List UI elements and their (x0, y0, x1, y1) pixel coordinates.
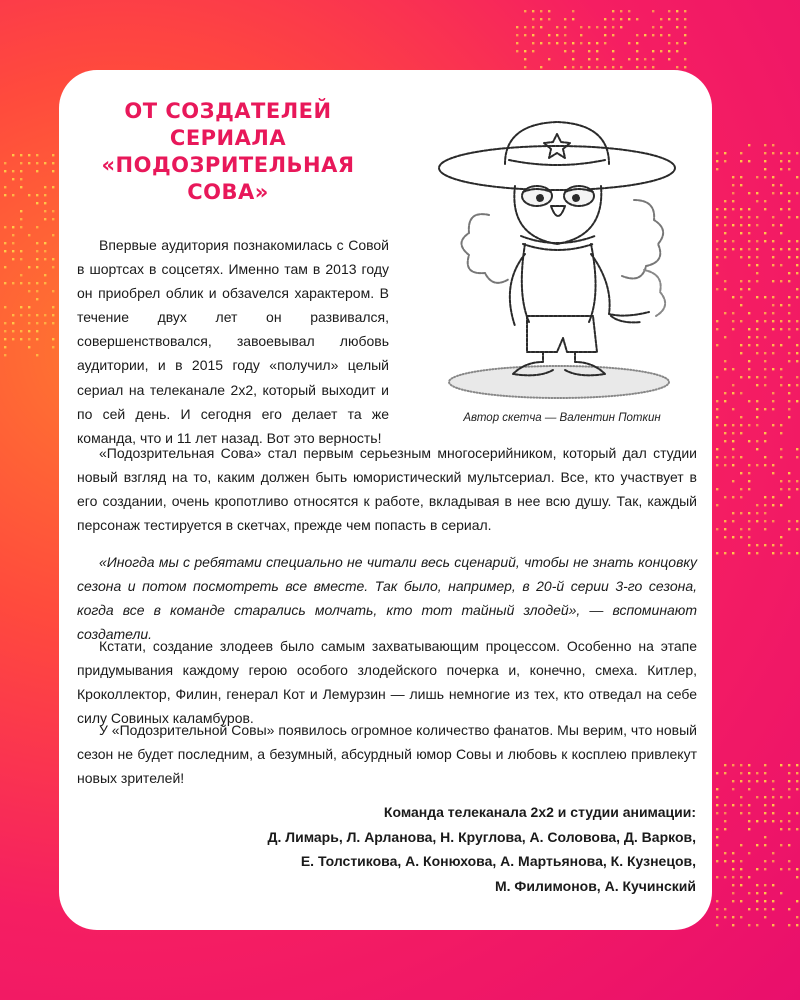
paragraph-fans: У «Подозрительной Совы» появилось огромное количество фанатов. Мы верим, что новый сезон не будет последним, а безумный, абсурдный юмор Совы и любовь к косплею привлекут новых зрителей! (77, 722, 697, 787)
title-line: ОТ СОЗДАТЕЛЕЙ (124, 99, 332, 123)
credits-names: М. Филимонов, А. Кучинский (494, 877, 696, 894)
title-line: СОВА» (187, 180, 269, 204)
illustration-caption: Автор скетча — Валентин Поткин (463, 412, 661, 424)
credits-heading: Команда телеканала 2х2 и студии анимации: (383, 804, 696, 820)
title-line: «ПОДОЗРИТЕЛЬНАЯ (101, 153, 355, 177)
credits-names: Е. Толстикова, А. Конюхова, А. Мартьянова, К. Кузнецов, (300, 853, 696, 869)
halftone-dots-bottom-right (712, 760, 800, 930)
paragraph-intro: Впервые аудитория познакомилась с Совой в шортсах в соцсетях. Именно там в 2013 году он приобрел облик и обзаvелся характером. В течение двух лет он развивался, совершенствовался, завоевывал любовь аудитории, и в 2015 году «получил» целый сериал на телеканале 2х2, который выходит и по сей день. И сегодня его делает та же команда, что и 11 лет назад. Вот это верность! (77, 237, 389, 446)
title-line: СЕРИАЛА (169, 126, 287, 150)
paragraph-series: «Подозрительная Сова» стал первым серьезным многосерийником, который дал студии новый взгляд на то, каким должен быть юмористический мультсериал. Все, кто участвует в его создании, очень кропотливо относятся к работе, вкладывая в нее всю душу. Так, каждый персонаж тестируется в скетчах, прежде чем попасть в сериал. (77, 445, 697, 534)
article-title (83, 98, 373, 206)
owl-sheriff-sketch (429, 120, 699, 405)
article-card (59, 70, 712, 930)
paragraph-quote: «Иногда мы с ребятами специально не читали весь сценарий, чтобы не знать концовку сезона и потом посмотреть все вместе. Так было, например, в 20-й серии 3-го сезона, когда все в команде старались молчать, кто тот тайный злодей», — вспоминают создатели. (77, 554, 697, 643)
halftone-dots-top (512, 6, 692, 70)
team-credits (96, 800, 696, 898)
paragraph-villains: Кстати, создание злодеев было самым захватывающим процессом. Особенно на этапе придумывания каждому герою особого злодейского почерка и, конечно, смеха. Китлер, Кроколлектор, Филин, генерал Кот и Лемурзин — лишь немногие из тех, кто отведал на себе силу Совиных каламбуров. (77, 638, 697, 727)
halftone-dots-right (712, 140, 800, 560)
credits-names: Д. Лимарь, Л. Арланова, Н. Круглова, А. Соловова, Д. Варков, (267, 828, 696, 845)
halftone-dots-left (0, 150, 58, 360)
